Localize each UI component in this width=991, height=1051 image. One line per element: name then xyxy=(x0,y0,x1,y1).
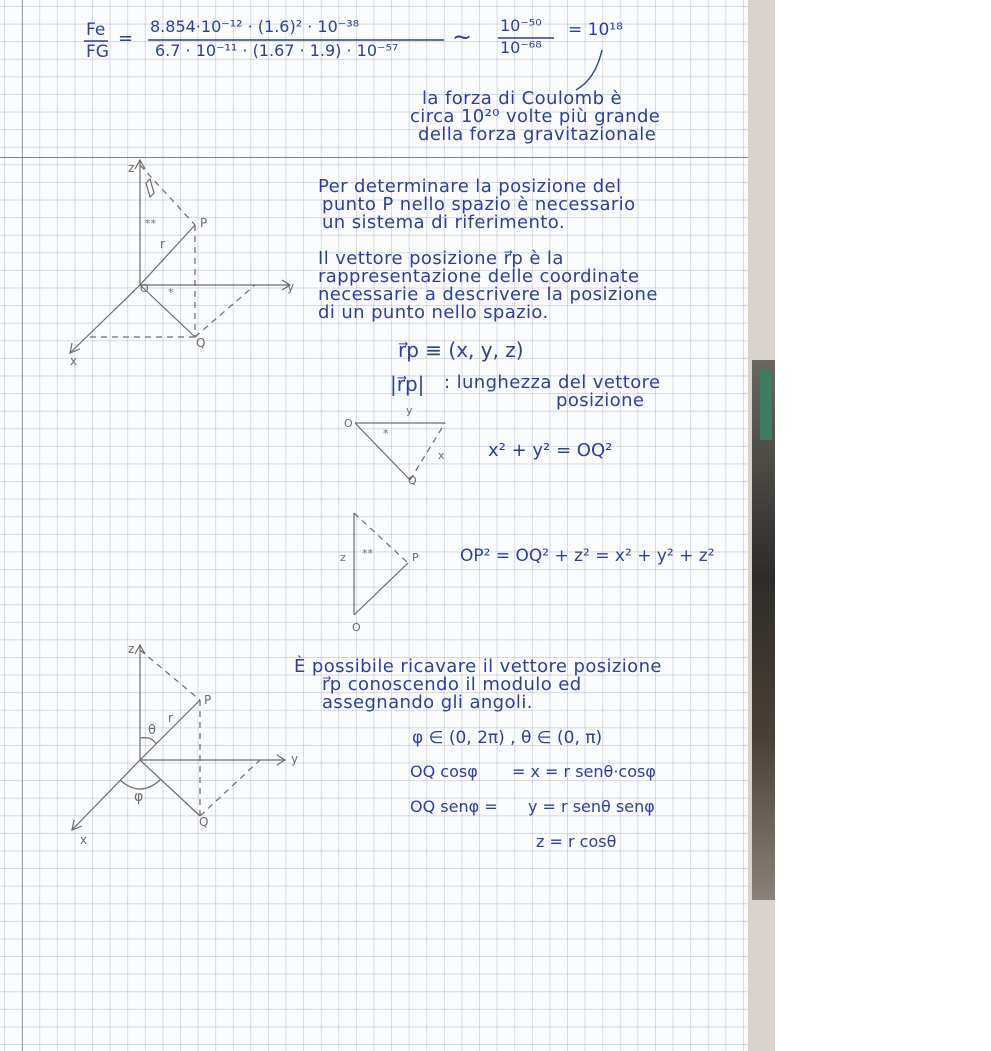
triangle-diagram-z xyxy=(348,505,428,625)
vector-line-2: rappresentazione delle coordinate xyxy=(318,266,640,287)
background-shadow xyxy=(752,360,775,900)
diag4-y: y xyxy=(291,752,299,766)
triangle-diagram-xy xyxy=(345,415,465,495)
diag3-star: ** xyxy=(362,547,373,560)
row1-right: = x = r senθ·cosφ xyxy=(512,762,656,781)
vector-line-1: Il vettore posizione r⃗p è la xyxy=(318,248,564,269)
ratio-num: 10⁻⁵⁰ xyxy=(500,16,542,35)
axes-diagram-1 xyxy=(60,155,310,375)
formula-result: = 10¹⁸ xyxy=(568,20,623,40)
diag1-star1: * xyxy=(168,286,174,299)
formula-eq: = xyxy=(118,28,134,49)
row3: z = r cosθ xyxy=(536,832,617,851)
intro-line-1: Per determinare la posizione del xyxy=(318,176,622,197)
formula-lhs-num: Fe xyxy=(86,20,106,40)
row2-right: y = r senθ senφ xyxy=(528,797,655,816)
intro-line-2: punto P nello spazio è necessario xyxy=(322,194,636,215)
diag1-p: P xyxy=(200,216,208,230)
note-line-3: della forza gravitazionale xyxy=(418,124,657,145)
diag4-r: r xyxy=(168,711,173,725)
vector-line-3: necessarie a descrivere la posizione xyxy=(318,284,658,305)
equation-xy-oq: x² + y² = OQ² xyxy=(488,440,613,461)
diag3-o: O xyxy=(352,621,361,634)
diag1-r: r xyxy=(160,237,165,251)
intro-line-3: un sistema di riferimento. xyxy=(322,212,565,233)
diag2-star: * xyxy=(383,427,389,440)
diag4-phi: φ xyxy=(134,789,144,805)
row2-left: OQ senφ = xyxy=(410,797,498,816)
note-pointer xyxy=(570,48,610,93)
formula-lhs-bar xyxy=(84,40,110,42)
formula-num: 8.854·10⁻¹² · (1.6)² · 10⁻³⁸ xyxy=(150,17,360,36)
diag1-star2: ** xyxy=(145,217,156,230)
ratio-den: 10⁻⁶⁸ xyxy=(500,38,542,57)
diag2-q: Q xyxy=(408,474,417,487)
diag4-x: x xyxy=(80,833,88,847)
diag4-p: P xyxy=(204,693,212,707)
diag2-y: y xyxy=(406,404,413,417)
formula-approx: ~ xyxy=(452,23,473,51)
modulus-text-2: posizione xyxy=(556,390,645,411)
formula-den: 6.7 · 10⁻¹¹ · (1.67 · 1.9) · 10⁻⁵⁷ xyxy=(155,41,399,60)
row1-left: OQ cosφ xyxy=(410,762,478,781)
axes-diagram-2 xyxy=(60,640,310,850)
angle-ranges: φ ∈ (0, 2π) , θ ∈ (0, π) xyxy=(412,728,603,748)
section2-line-3: assegnando gli angoli. xyxy=(322,692,533,713)
diag1-y: y xyxy=(287,280,295,294)
diag3-z: z xyxy=(340,551,346,564)
diag2-x: x xyxy=(438,449,445,462)
diag1-x: x xyxy=(70,354,78,368)
note-line-2: circa 10²⁰ volte più grande xyxy=(410,106,661,127)
formula-lhs-den: FG xyxy=(86,42,109,62)
background-strip xyxy=(760,370,772,440)
diag1-z: z xyxy=(128,161,135,175)
diag4-z: z xyxy=(128,642,135,656)
equation-op: OP² = OQ² + z² = x² + y² + z² xyxy=(460,546,715,566)
diag1-q: Q xyxy=(196,336,206,350)
section2-line-1: È possibile ricavare il vettore posizione xyxy=(294,656,662,677)
diag2-o: O xyxy=(344,417,353,430)
section2-line-2: r⃗p conoscendo il modulo ed xyxy=(322,674,582,695)
diag1-o: O xyxy=(140,282,149,295)
diag4-q: Q xyxy=(199,815,209,829)
rp-definition: r⃗p ≡ (x, y, z) xyxy=(398,338,524,362)
vector-line-4: di un punto nello spazio. xyxy=(318,302,549,323)
diag4-theta: θ xyxy=(148,723,156,738)
diag3-p: P xyxy=(412,551,419,564)
modulus-text: : lunghezza del vettore xyxy=(444,372,661,393)
note-line-1: la forza di Coulomb è xyxy=(422,88,623,109)
modulus-label: |r⃗p| xyxy=(390,372,425,396)
